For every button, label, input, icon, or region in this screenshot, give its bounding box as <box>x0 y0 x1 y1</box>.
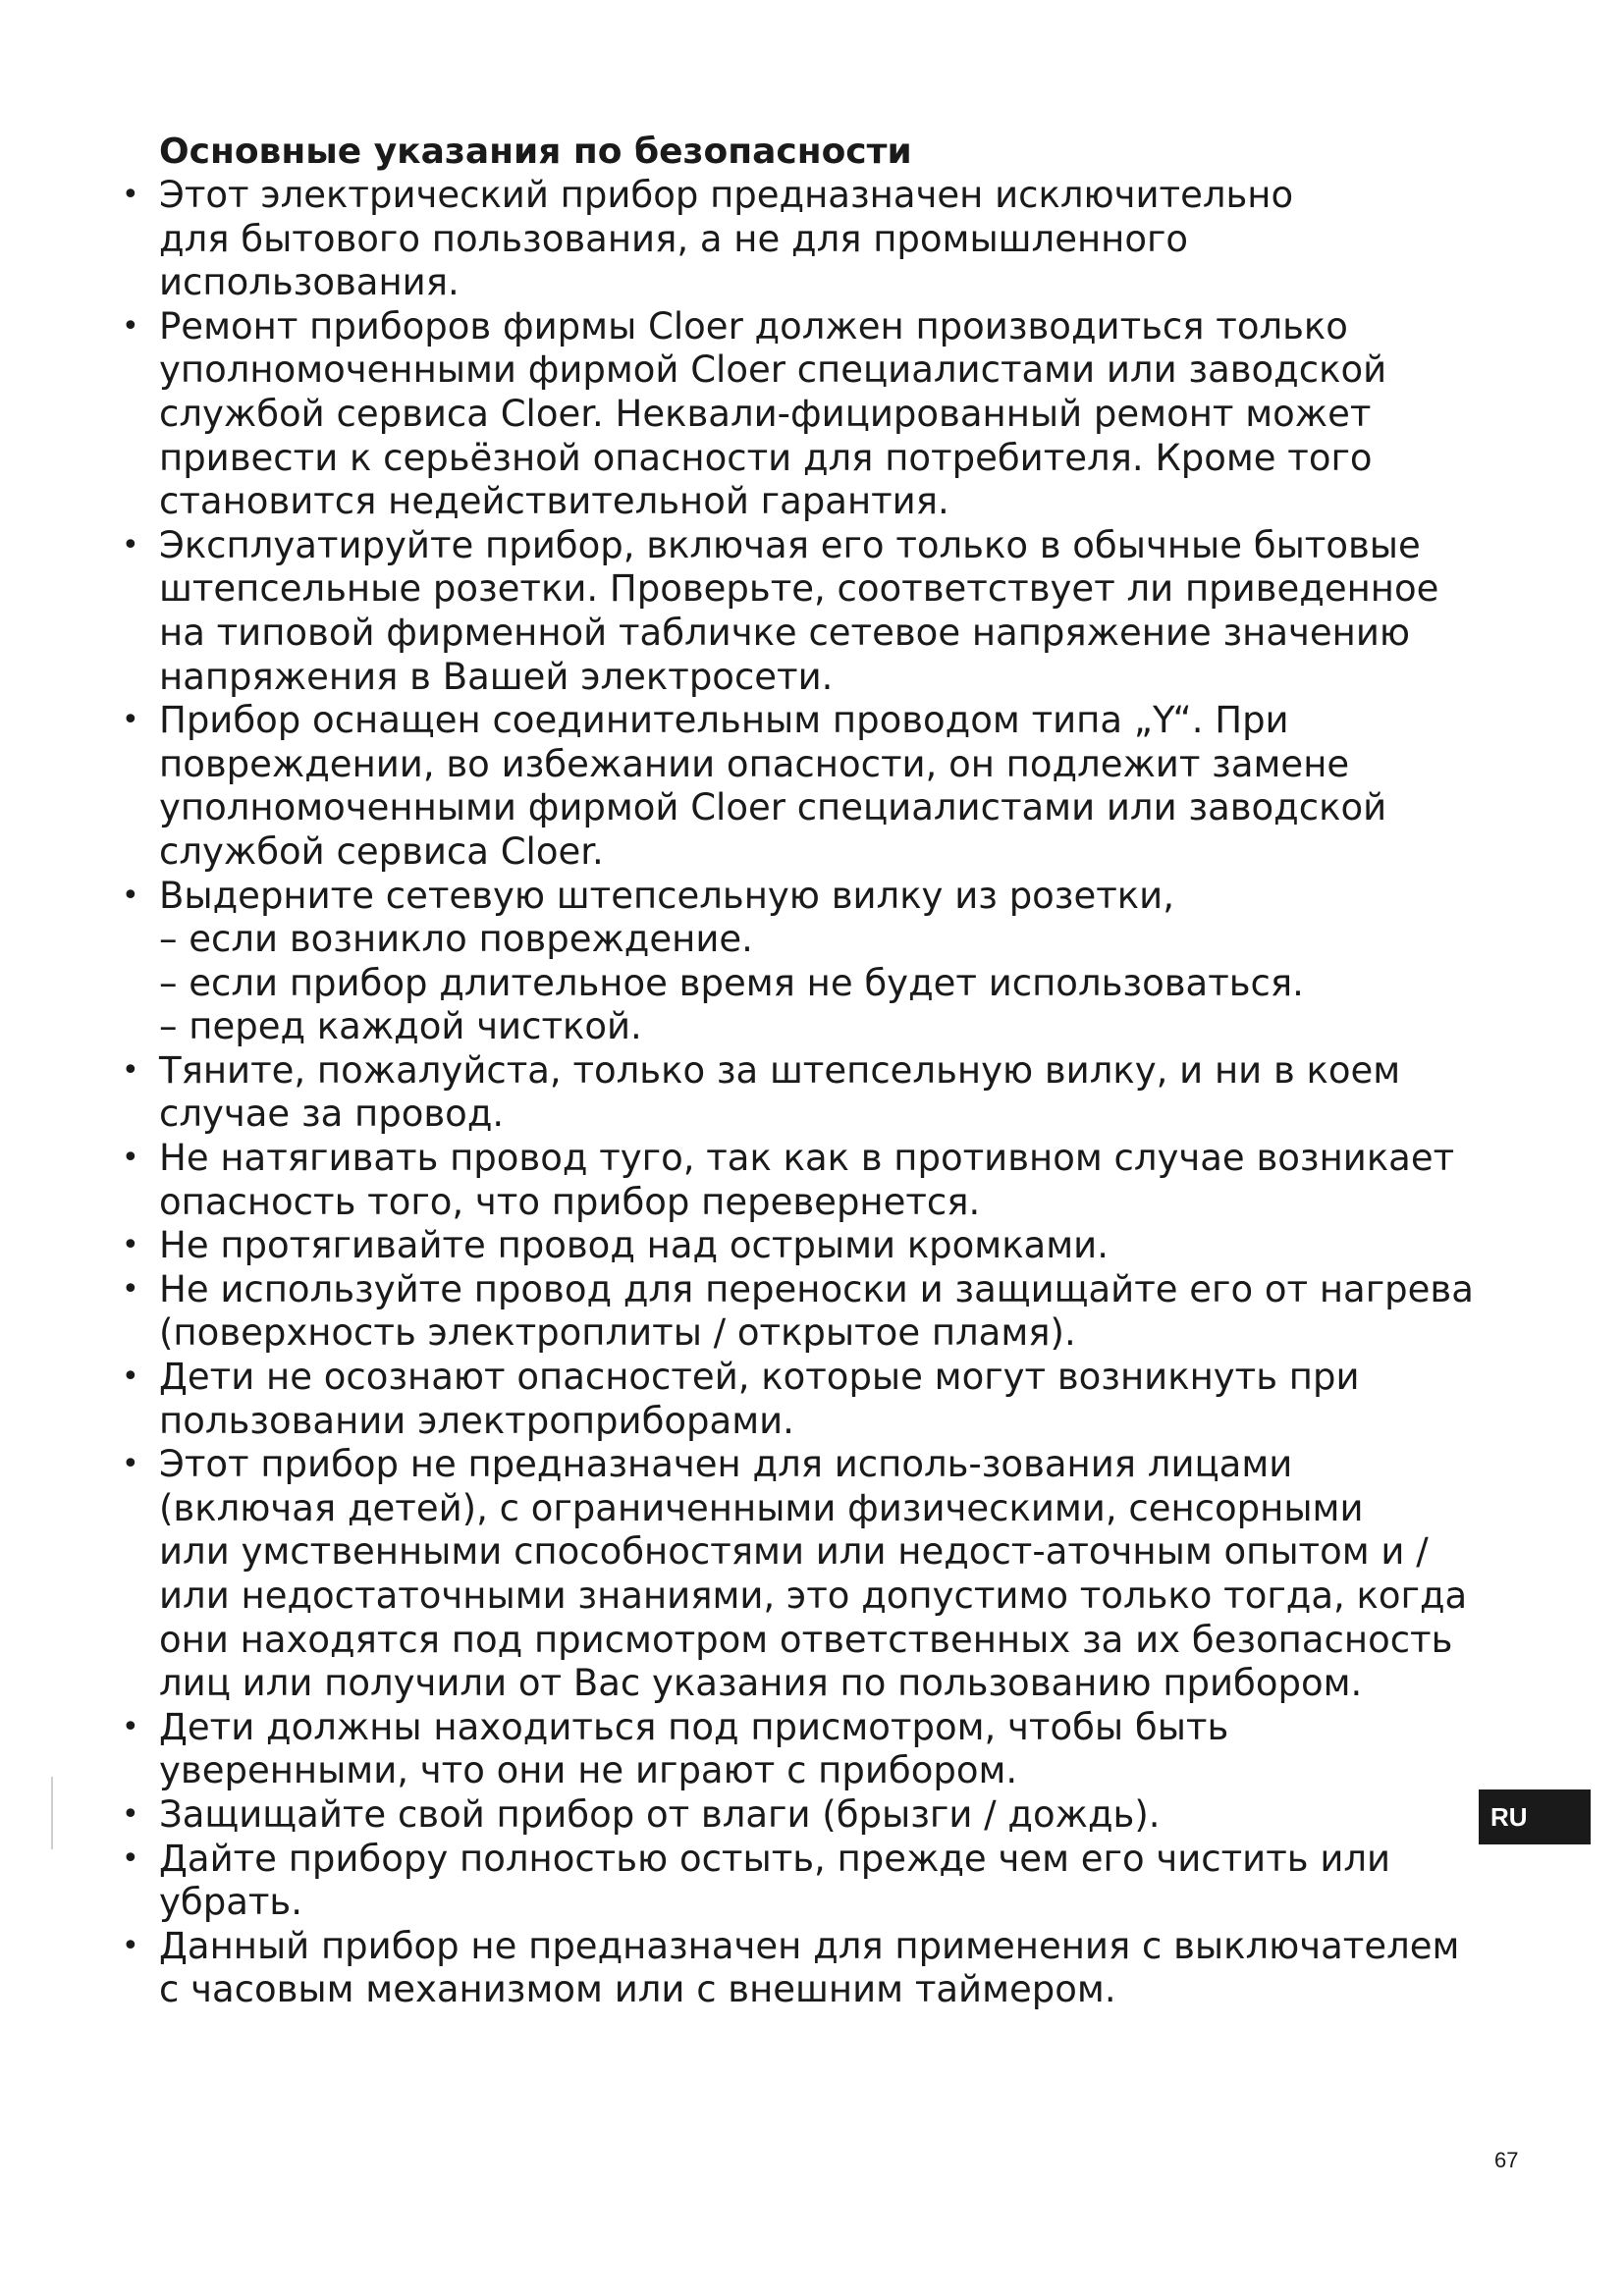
bullet-icon: • <box>122 1141 139 1176</box>
item-text-line: пользовании электроприборами. <box>159 1399 794 1442</box>
item-text-line: Прибор оснащен соединительным проводом типа „Y“. При <box>159 699 1289 742</box>
item-text-line: Этот прибор не предназначен для исполь-зования лицами <box>159 1443 1293 1486</box>
list-item <box>118 174 1492 305</box>
bullet-icon: • <box>122 1052 139 1088</box>
item-text-line: – если возникло повреждение. <box>159 918 753 961</box>
bullet-icon: • <box>122 1360 139 1395</box>
item-text-line: убрать. <box>159 1881 302 1924</box>
item-text-line: Эксплуатируйте прибор, включая его только в обычные бытовые <box>159 523 1421 566</box>
item-text-line: уверенными, что они не играют с прибором. <box>159 1749 1018 1792</box>
bullet-icon: • <box>122 178 139 212</box>
bullet-icon: • <box>122 878 139 913</box>
item-text-line: – если прибор длительное время не будет использоваться. <box>159 961 1304 1004</box>
margin-mark <box>51 1777 53 1849</box>
list-item <box>118 875 1492 1049</box>
bullet-icon: • <box>122 1447 139 1482</box>
item-text-line: для бытового пользования, а не для промышленного <box>159 217 1189 260</box>
list-item <box>118 1049 1492 1137</box>
item-text-line: Не натягивать провод туго, так как в противном случае возникает <box>159 1137 1455 1180</box>
item-text-line: становится недействительной гарантия. <box>159 480 949 523</box>
item-text-line: службой сервиса Cloer. <box>159 829 604 873</box>
item-text-line: с часовым механизмом или с внешним таймером. <box>159 1968 1116 2011</box>
item-text-line: службой сервиса Cloer. Неквали-фицированный ремонт может <box>159 392 1372 435</box>
list-item <box>118 1137 1492 1224</box>
item-text-line: Не используйте провод для переноски и защищайте его от нагрева <box>159 1267 1474 1310</box>
item-text-line: или умственными способностями или недост-аточным опытом и / <box>159 1530 1429 1574</box>
item-text-line: (поверхность электроплиты / открытое пламя). <box>159 1311 1076 1355</box>
item-text-line: привести к серьёзной опасности для потребителя. Кроме того <box>159 436 1373 479</box>
list-item <box>118 1268 1492 1356</box>
bullet-icon: • <box>122 1841 139 1876</box>
bullet-icon: • <box>122 308 139 344</box>
bullet-icon: • <box>122 527 139 562</box>
section-heading: Основные указания по безопасности <box>159 132 912 172</box>
item-text-line: Данный прибор не предназначен для применения с выключателем <box>159 1924 1460 1967</box>
list-item <box>118 1793 1492 1838</box>
language-tab: RU <box>1479 1789 1591 1844</box>
list-item <box>118 1443 1492 1706</box>
item-text-line: Выдерните сетевую штепсельную вилку из розетки, <box>159 874 1174 917</box>
item-text-line: штепсельные розетки. Проверьте, соответствует ли приведенное <box>159 567 1439 611</box>
item-text-line: – перед каждой чисткой. <box>159 1005 642 1048</box>
bullet-icon: • <box>122 1796 139 1832</box>
item-text-line: или недостаточными знаниями, это допустимо только тогда, когда <box>159 1575 1468 1617</box>
list-item <box>118 699 1492 874</box>
item-text-line: лиц или получили от Вас указания по пользованию прибором. <box>159 1662 1363 1705</box>
list-item <box>118 524 1492 699</box>
list-item <box>118 1224 1492 1268</box>
bullet-icon: • <box>122 1271 139 1307</box>
item-text-line: напряжения в Вашей электросети. <box>159 655 834 698</box>
item-text-line: на типовой фирменной табличке сетевое напряжение значению <box>159 611 1411 654</box>
bullet-icon: • <box>122 1709 139 1744</box>
item-text-line: опасность того, что прибор перевернется. <box>159 1180 981 1223</box>
bullet-icon: • <box>122 703 139 738</box>
list-item <box>118 305 1492 524</box>
bullet-icon: • <box>122 1928 139 1963</box>
item-text-line: Дайте прибору полностью остыть, прежде чем его чистить или <box>159 1837 1391 1880</box>
item-text-line: использования. <box>159 261 460 304</box>
item-text-line: Ремонт приборов фирмы Cloer должен производиться только <box>159 304 1348 347</box>
item-text-line: Тяните, пожалуйста, только за штепсельную вилку, и ни в коем <box>159 1048 1401 1092</box>
item-text-line: Защищайте свой прибор от влаги (брызги / дождь). <box>159 1792 1161 1836</box>
item-text-line: уполномоченными фирмой Cloer специалистами или заводской <box>159 348 1387 392</box>
item-text-line: Дети не осознают опасностей, которые могут возникнуть при <box>159 1356 1360 1399</box>
bullet-icon: • <box>122 1228 139 1263</box>
list-item <box>118 1706 1492 1793</box>
item-text-line: они находятся под присмотром ответственных за их безопасность <box>159 1618 1453 1661</box>
list-item <box>118 1356 1492 1443</box>
item-text-line: уполномоченными фирмой Cloer специалистами или заводской <box>159 786 1387 829</box>
item-text-line: повреждении, во избежании опасности, он подлежит замене <box>159 742 1350 785</box>
list-item <box>118 1925 1492 2012</box>
item-text-line: Не протягивайте провод над острыми кромками. <box>159 1224 1109 1267</box>
safety-section <box>118 131 1492 2012</box>
safety-list <box>118 174 1492 2012</box>
item-text-line: Дети должны находиться под присмотром, чтобы быть <box>159 1705 1229 1748</box>
page-number: 67 <box>1494 2148 1519 2172</box>
item-text-line: Этот электрический прибор предназначен исключительно <box>159 174 1294 216</box>
item-text-line: (включая детей), с ограниченными физическими, сенсорными <box>159 1486 1364 1529</box>
item-text-line: случае за провод. <box>159 1093 505 1136</box>
list-item <box>118 1838 1492 1925</box>
